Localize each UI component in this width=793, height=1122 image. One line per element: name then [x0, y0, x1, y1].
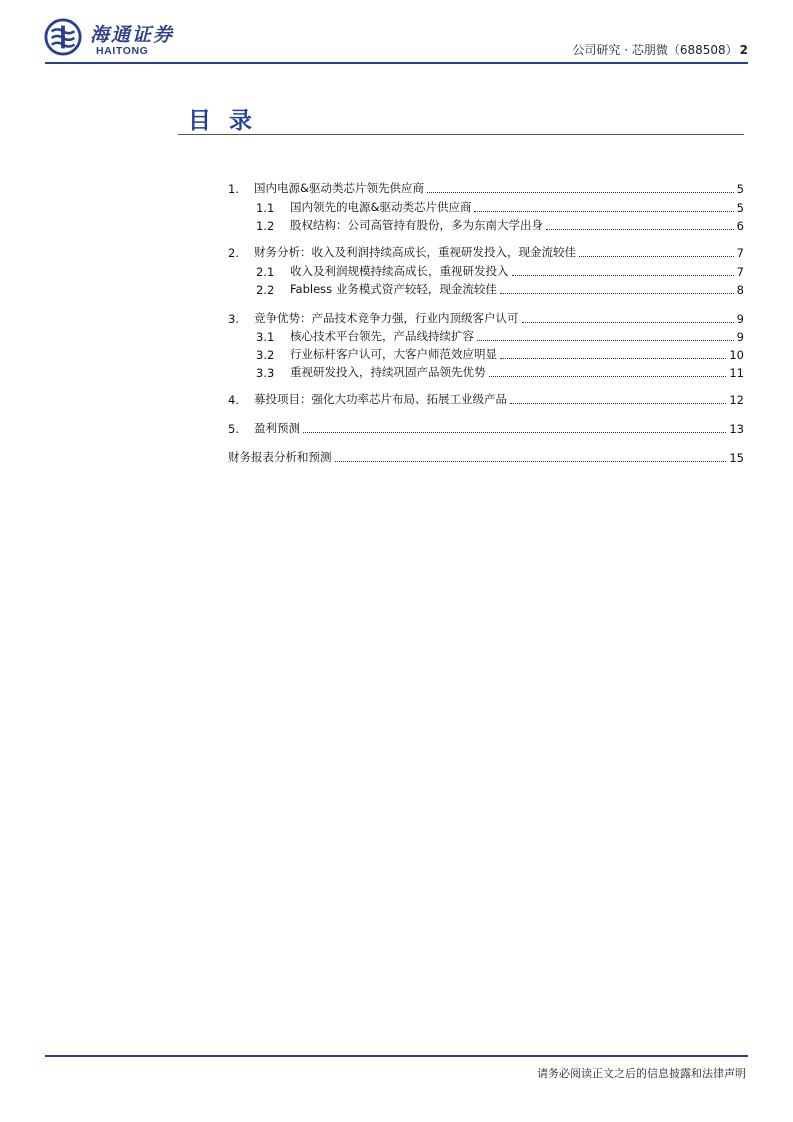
toc-entry-number: 2.1	[256, 265, 275, 279]
haitong-logo-icon	[44, 18, 82, 56]
toc-entry-number: 3.1	[256, 330, 275, 344]
toc-entry[interactable]	[228, 418, 744, 436]
toc-leader-dots	[303, 432, 726, 433]
toc-entry-text: 收入及利润规模持续高成长，重视研发投入	[290, 264, 509, 278]
page-header	[0, 0, 793, 70]
toc-entry-text: Fabless 业务模式资产较轻，现金流较佳	[290, 282, 497, 296]
toc-entry-page: 8	[736, 283, 744, 297]
toc-leader-dots	[427, 192, 734, 193]
toc-entry-page: 5	[736, 182, 744, 196]
footer-disclaimer: 请务必阅读正文之后的信息披露和法律声明	[537, 1067, 746, 1080]
toc-leader-dots	[546, 229, 734, 230]
toc-entry-text: 募投项目：强化大功率芯片布局、拓展工业级产品	[254, 392, 507, 406]
toc-entry-text: 国内电源&驱动类芯片领先供应商	[254, 181, 424, 195]
toc-entry-text: 竞争优势：产品技术竞争力强，行业内顶级客户认可	[254, 311, 519, 325]
header-divider	[45, 62, 748, 64]
toc-leader-dots	[500, 293, 734, 294]
toc-entry[interactable]	[228, 242, 744, 260]
toc-entry-number: 3.3	[256, 366, 275, 380]
toc-leader-dots	[512, 275, 734, 276]
toc-entry[interactable]	[228, 308, 744, 326]
toc-entry-number: 4.	[228, 393, 239, 407]
footer-divider	[45, 1055, 748, 1057]
toc-entry-page: 7	[736, 246, 744, 260]
toc-entry-number: 1.1	[256, 201, 275, 215]
toc-entry-page: 6	[736, 219, 744, 233]
toc-entry-page: 9	[736, 312, 744, 326]
toc-entry-text: 财务报表分析和预测	[228, 450, 332, 464]
toc-entry[interactable]	[228, 389, 744, 407]
doc-label: 公司研究 · 芯朋微（688508）	[572, 43, 738, 57]
logo-english-text: HAITONG	[96, 45, 149, 57]
toc-entry-page: 11	[729, 366, 744, 380]
toc-entry-number: 2.	[228, 246, 239, 260]
toc-entry[interactable]	[256, 344, 744, 362]
toc-entry-number: 3.2	[256, 348, 275, 362]
toc-entry[interactable]	[228, 178, 744, 196]
toc-leader-dots	[579, 256, 734, 257]
toc-entry-text: 国内领先的电源&驱动类芯片供应商	[290, 200, 472, 214]
toc-entry[interactable]	[256, 326, 744, 344]
haitong-logo	[44, 14, 194, 64]
toc-leader-dots	[522, 322, 734, 323]
toc-entry-number: 3.	[228, 312, 239, 326]
toc-entry-page: 10	[729, 348, 744, 362]
toc-title-divider	[178, 134, 744, 135]
toc-entry-text: 重视研发投入，持续巩固产品领先优势	[290, 365, 486, 379]
logo-chinese-text: 海通证券	[90, 24, 175, 46]
toc-leader-dots	[335, 461, 727, 462]
toc-entry-number: 1.	[228, 182, 239, 196]
toc-leader-dots	[500, 358, 726, 359]
toc-entry-page: 5	[736, 201, 744, 215]
toc-entry-text: 财务分析：收入及利润持续高成长，重视研发投入，现金流较佳	[254, 245, 576, 259]
toc-entry[interactable]	[256, 197, 744, 215]
toc-entry-text: 盈利预测	[254, 421, 300, 435]
toc-entry-page: 15	[729, 451, 744, 465]
toc-entry-text: 行业标杆客户认可，大客户师范效应明显	[290, 347, 497, 361]
toc-title: 目录	[188, 108, 270, 134]
header-doc-info	[572, 41, 748, 58]
toc-entry-page: 13	[729, 422, 744, 436]
toc-entry-number: 2.2	[256, 283, 275, 297]
toc-entry[interactable]	[256, 261, 744, 279]
toc-entry-page: 7	[736, 265, 744, 279]
toc-entry[interactable]	[256, 215, 744, 233]
toc-entry-text: 核心技术平台领先，产品线持续扩容	[290, 329, 474, 343]
toc-entry-page: 12	[729, 393, 744, 407]
toc-leader-dots	[510, 403, 726, 404]
toc-entry-page: 9	[736, 330, 744, 344]
toc-entry[interactable]	[228, 447, 744, 465]
toc-leader-dots	[477, 340, 734, 341]
toc-entry[interactable]	[256, 362, 744, 380]
toc-entry-number: 1.2	[256, 219, 275, 233]
toc-entry-text: 股权结构：公司高管持有股份，多为东南大学出身	[290, 218, 543, 232]
toc-entry-number: 5.	[228, 422, 239, 436]
toc-leader-dots	[489, 376, 727, 377]
toc-entry[interactable]	[256, 279, 744, 297]
toc-leader-dots	[474, 211, 733, 212]
page-number: 2	[739, 43, 748, 57]
